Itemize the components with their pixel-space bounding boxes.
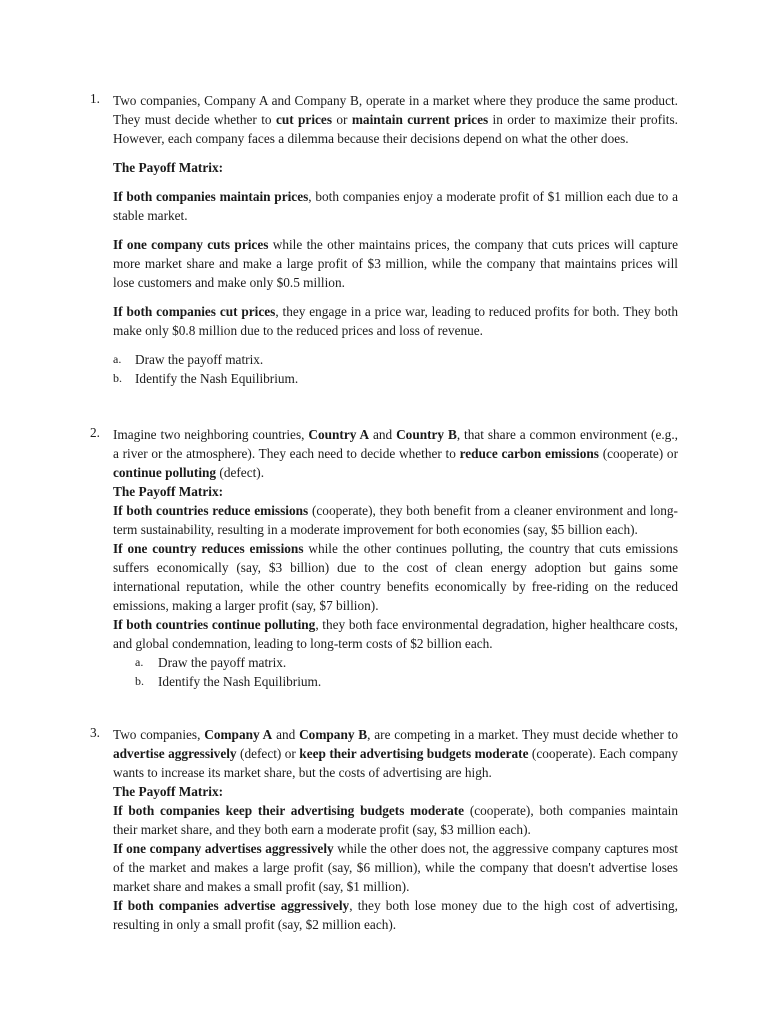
question-number: 3. bbox=[90, 725, 100, 740]
payoff-case-1: If both companies keep their advertising budgets moderate (cooperate), both companies maintain their market share, and they both earn a moderate profit (say, $3 million each). bbox=[113, 803, 678, 837]
payoff-heading: The Payoff Matrix: bbox=[113, 484, 224, 499]
payoff-case-2: If one company cuts prices while the other maintains prices, the company that cuts prices will capture more market share and make a large profit of $3 million, while the company that maintains prices will lose customers and make only $0.5 million. bbox=[113, 237, 678, 290]
question-body bbox=[113, 91, 678, 388]
payoff-heading: The Payoff Matrix: bbox=[113, 784, 224, 799]
question-1 bbox=[90, 91, 678, 388]
task-item: b. Identify the Nash Equilibrium. bbox=[113, 371, 299, 386]
question-body bbox=[113, 425, 678, 691]
question-intro: Two companies, Company A and Company B, are competing in a market. They must decide whether to advertise aggressively (defect) or keep their advertising budgets moderate (cooperate). Each company wants to increase its market share, but the costs of advertising are high. bbox=[113, 727, 679, 780]
task-item: a. Draw the payoff matrix. bbox=[113, 352, 264, 367]
payoff-heading: The Payoff Matrix: bbox=[113, 160, 224, 175]
question-number: 2. bbox=[90, 425, 100, 440]
question-2 bbox=[90, 425, 678, 691]
payoff-case-2: If one company advertises aggressively while the other does not, the aggressive company captures most of the market and makes a large profit (say, $6 million), while the company that doesn't advertise loses market share and makes a small profit (say, $1 million). bbox=[113, 841, 679, 894]
task-item: a. Draw the payoff matrix. bbox=[135, 655, 287, 670]
task-list bbox=[113, 350, 678, 388]
payoff-case-3: If both companies cut prices, they engage in a price war, leading to reduced profits for both. They both make only $0.8 million due to the reduced prices and loss of revenue. bbox=[113, 304, 678, 338]
payoff-case-2: If one country reduces emissions while the other continues polluting, the country that cuts emissions suffers economically (say, $3 billion) due to the cost of clean energy adoption but gains some international reputation, while the other country benefits economically by free-riding on the reduced emissions, making a larger profit (say, $7 billion). bbox=[113, 541, 678, 613]
question-intro: Imagine two neighboring countries, Country A and Country B, that share a common environment (e.g., a river or the atmosphere). They each need to decide whether to reduce carbon emissions (cooperate) or continue polluting (defect). bbox=[113, 427, 679, 480]
payoff-case-3: If both countries continue polluting, they both face environmental degradation, higher healthcare costs, and global condemnation, leading to long-term costs of $2 billion each. bbox=[113, 617, 678, 651]
payoff-case-1: If both companies maintain prices, both companies enjoy a moderate profit of $1 million each due to a stable market. bbox=[113, 189, 678, 223]
task-item: b. Identify the Nash Equilibrium. bbox=[135, 674, 322, 689]
payoff-case-3: If both companies advertise aggressively, they both lose money due to the high cost of advertising, resulting in only a small profit (say, $2 million each). bbox=[113, 898, 678, 932]
question-intro: Two companies, Company A and Company B, operate in a market where they produce the same product. They must decide whether to cut prices or maintain current prices in order to maximize their profits. However, each company faces a dilemma because their decisions depend on what the other does. bbox=[113, 93, 678, 146]
question-body bbox=[113, 725, 678, 934]
task-list bbox=[113, 653, 678, 691]
payoff-case-1: If both countries reduce emissions (cooperate), they both benefit from a cleaner environment and long-term sustainability, resulting in a moderate improvement for both economies (say, $5 billion each). bbox=[113, 503, 678, 537]
question-number: 1. bbox=[90, 91, 100, 106]
question-3 bbox=[90, 725, 678, 934]
